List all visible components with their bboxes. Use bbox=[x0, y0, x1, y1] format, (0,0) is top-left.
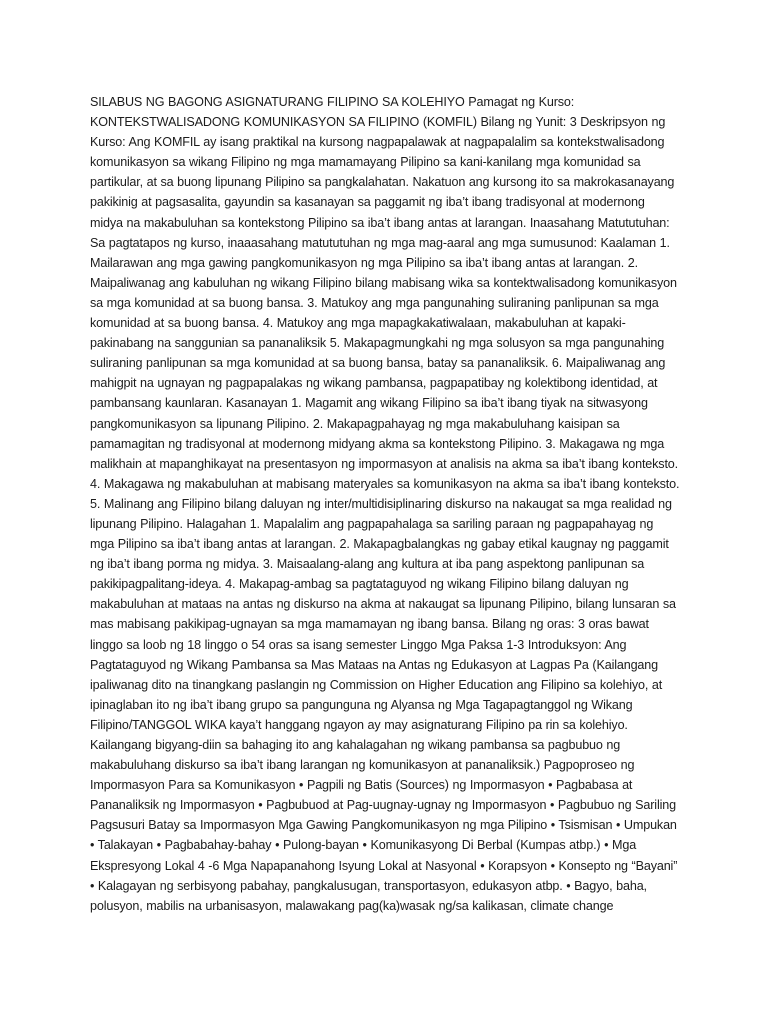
body-text: SILABUS NG BAGONG ASIGNATURANG FILIPINO SA KOLEHIYO Pamagat ng Kurso: KONTEKSTWALISADONG KOMUNIKASYON SA FILIPINO (KOMFIL) Bilang ng Yunit: 3 Deskripsyon ng Kurso: Ang KOMFIL ay isang praktikal na kursong nagpapalawak at nagpapalalim sa kontekstwalisadong komunikasyon sa wikang Filipino ng mga mamamayang Pilipino sa kani-kanilang mga komunidad sa partikular, at sa buong lipunang Pilipino sa pangkalahatan. Nakatuon ang kursong ito sa makrokasanayang pakikinig at pagsasalita, gayundin sa kasanayan sa paggamit ng iba’t ibang tradisyonal at modernong midya na makabuluhan sa kontekstong Pilipino sa iba’t ibang antas at larangan. Inaasahang Matututuhan: Sa pagtatapos ng kurso, inaaasahang matututuhan ng mga mag-aaral ang mga sumusunod: Kaalaman 1. Mailarawan ang mga gawing pangkomunikasyon ng mga Pilipino sa iba’t ibang antas at larangan. 2. Maipaliwanag ang kabuluhan ng wikang Filipino bilang mabisang wika sa kontektwalisadong komunikasyon sa mga komunidad at sa buong bansa. 3. Matukoy ang mga pangunahing suliraning panlipunan sa mga komunidad at sa buong bansa. 4. Matukoy ang mga mapagkakatiwalaan, makabuluhan at kapaki-pakinabang na sanggunian sa pananaliksik 5. Makapagmungkahi ng mga solusyon sa mga pangunahing suliraning panlipunan sa mga komunidad at sa buong bansa, batay sa pananaliksik. 6. Maipaliwanag ang mahigpit na ugnayan ng pagpapalakas ng wikang pambansa, pagpapatibay ng kolektibong identidad, at pambansang kaunlaran. Kasanayan 1. Magamit ang wikang Filipino sa iba’t ibang tiyak na sitwasyong pangkomunikasyon sa lipunang Pilipino. 2. Makapagpahayag ng mga makabuluhang kaisipan sa pamamagitan ng tradisyonal at modernong midyang akma sa kontekstong Pilipino. 3. Makagawa ng mga malikhain at mapanghikayat na presentasyon ng impormasyon at analisis na akma sa iba’t ibang konteksto. 4. Makagawa ng makabuluhan at mabisang materyales sa komunikasyon na akma sa iba’t ibang konteksto. 5. Malinang ang Filipino bilang daluyan ng inter/multidisiplinaring diskurso na nakaugat sa mga realidad ng lipunang Pilipino. Halagahan 1. Mapalalim ang pagpapahalaga sa sariling paraan ng pagpapahayag ng mga Pilipino sa iba’t ibang antas at larangan. 2. Makapagbalangkas ng gabay etikal kaugnay ng paggamit ng iba’t ibang porma ng midya. 3. Maisaalang-alang ang kultura at iba pang aspektong panlipunan sa pakikipagpalitang-ideya. 4. Makapag-ambag sa pagtataguyod ng wikang Filipino bilang daluyan ng makabuluhan at mataas na antas ng diskurso na akma at nakaugat sa lipunang Pilipino, bilang lunsaran sa mas mabisang pakikipag-ugnayan sa mga mamamayan ng ibang bansa. Bilang ng oras: 3 oras bawat linggo sa loob ng 18 linggo o 54 oras sa isang semester Linggo Mga Paksa 1-3 Introduksyon: Ang Pagtataguyod ng Wikang Pambansa sa Mas Mataas na Antas ng Edukasyon at Lagpas Pa (Kailangang ipaliwanag dito na tinangkang paslangin ng Commission on Higher Education ang Filipino sa kolehiyo, at ipinaglaban ito ng iba’t ibang grupo sa pangunguna ng Alyansa ng Mga Tagapagtanggol ng Wikang Filipino/TANGGOL WIKA kaya’t hanggang ngayon ay may asignaturang Filipino pa rin sa kolehiyo. Kailangang bigyang-diin sa bahaging ito ang kahalagahan ng wikang pambansa sa pagbubuo ng makabuluhang diskurso sa iba’t ibang larangan ng komunikasyon at pananaliksik.) Pagpoproseo ng Impormasyon Para sa Komunikasyon • Pagpili ng Batis (Sources) ng Impormasyon • Pagbabasa at Pananaliksik ng Impormasyon • Pagbubuod at Pag-uugnay-ugnay ng Impormasyon • Pagbubuo ng Sariling Pagsusuri Batay sa Impormasyon Mga Gawing Pangkomunikasyon ng mga Pilipino • Tsismisan • Umpukan • Talakayan • Pagbabahay-bahay • Pulong-bayan • Komunikasyong Di Berbal (Kumpas atbp.) • Mga Ekspresyong Lokal 4 -6 Mga Napapanahong Isyung Lokal at Nasyonal • Korapsyon • Konsepto ng “Bayani” • Kalagayan ng serbisyong pabahay, pangkalusugan, transportasyon, edukasyon atbp. • Bagyo, baha, polusyon, mabilis na urbanisasyon, malawakang pag(ka)wasak ng/sa kalikasan, climate change bbox=[90, 95, 680, 913]
